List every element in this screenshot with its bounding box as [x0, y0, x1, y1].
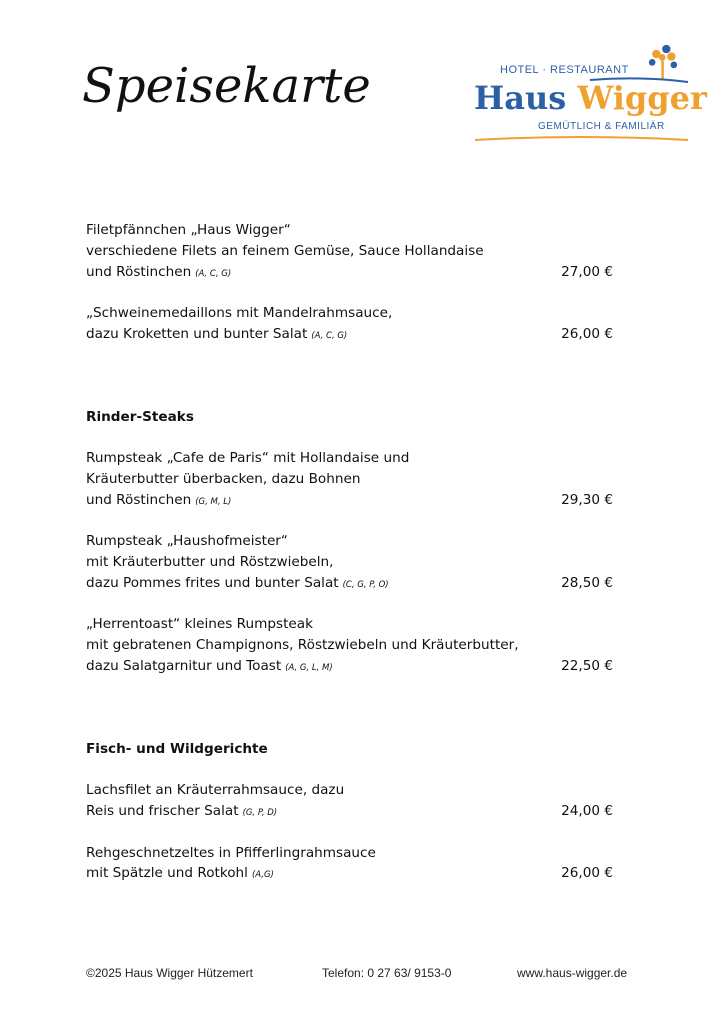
menu-item — [86, 531, 613, 593]
menu-item-line — [86, 448, 613, 469]
menu-item-line — [86, 843, 613, 864]
spacer — [86, 511, 613, 532]
section-heading: Rinder-Steaks — [86, 408, 194, 425]
allergen-codes: (A, C, G) — [195, 268, 232, 279]
menu-item-line — [86, 531, 613, 552]
dish-text: Filetpfännchen „Haus Wigger“ — [86, 222, 291, 238]
menu-item-line — [86, 220, 613, 241]
spacer — [86, 594, 613, 615]
allergen-codes: (A, C, G) — [311, 330, 348, 341]
spacer — [86, 718, 613, 739]
allergen-codes: (A,G) — [251, 870, 274, 881]
footer-website[interactable]: www.haus-wigger.de — [517, 966, 628, 980]
menu-item — [86, 614, 613, 676]
allergen-codes: (C, G, P, O) — [342, 579, 389, 590]
dish-text: dazu Pommes frites und bunter Salat — [86, 574, 339, 591]
price: 22,50 € — [561, 657, 613, 674]
menu-item-line — [86, 863, 613, 884]
price: 27,00 € — [561, 263, 613, 280]
dish-text: dazu Salatgarnitur und Toast — [86, 657, 282, 674]
dish-text: Lachsfilet an Kräuterrahmsauce, dazu — [86, 782, 345, 799]
spacer — [86, 282, 613, 303]
logo-hotel-restaurant: HOTEL · RESTAURANT — [500, 64, 629, 76]
spacer — [86, 386, 613, 407]
price: 26,00 € — [561, 865, 613, 882]
spacer — [86, 677, 613, 698]
menu-item-line — [86, 635, 613, 656]
dish-text: Kräuterbutter überbacken, dazu Bohnen — [86, 471, 361, 487]
dish-text: dazu Kroketten und bunter Salat — [86, 325, 308, 342]
dish-text: „Herrentoast“ kleines Rumpsteak — [86, 616, 313, 633]
section-heading: Fisch- und Wildgerichte — [86, 740, 268, 757]
menu-item-line — [86, 614, 613, 635]
menu-item-line — [86, 303, 613, 324]
dish-text: mit Spätzle und Rotkohl — [86, 865, 248, 882]
spacer — [86, 428, 613, 449]
menu-item — [86, 448, 613, 510]
price: 26,00 € — [561, 325, 613, 342]
price: 24,00 € — [561, 803, 613, 819]
menu-item — [86, 780, 613, 822]
page-title: Speisekarte — [82, 58, 371, 114]
dish-text: Rumpsteak „Cafe de Paris“ mit Hollandaise und — [86, 450, 410, 467]
hotel-logo — [470, 44, 707, 144]
footer-phone: Telefon: 0 27 63/ 9153-0 — [322, 966, 452, 980]
menu-content — [86, 220, 613, 884]
menu-item-line — [86, 490, 613, 511]
dish-text: mit Kräuterbutter und Röstzwiebeln, — [86, 554, 334, 570]
menu-item-line — [86, 552, 613, 573]
menu-item-line — [86, 656, 613, 677]
dish-text: „Schweinemedaillons mit Mandelrahmsauce, — [86, 305, 393, 321]
menu-item-line — [86, 801, 613, 822]
dish-text: mit gebratenen Champignons, Röstzwiebeln und Kräuterbutter, — [86, 637, 519, 653]
menu-item-line — [86, 780, 613, 801]
logo-name: Haus Wigger — [474, 79, 707, 117]
dish-text: Rehgeschnetzeltes in Pfifferlingrahmsauce — [86, 844, 376, 861]
dish-text: und Röstinchen — [86, 263, 192, 280]
menu-item — [86, 220, 613, 282]
allergen-codes: (A, G, L, M) — [285, 662, 333, 673]
menu-item-line — [86, 241, 613, 262]
allergen-codes: (G, M, L) — [195, 496, 232, 507]
menu-item-line — [86, 262, 613, 283]
price: 28,50 € — [561, 574, 613, 591]
allergen-codes: (G, P, D) — [242, 808, 278, 818]
menu-item-line — [86, 469, 613, 490]
spacer — [86, 760, 613, 781]
dish-text: Rumpsteak „Haushofmeister“ — [86, 533, 288, 550]
menu-item-line — [86, 573, 613, 594]
spacer — [86, 365, 613, 386]
spacer — [86, 697, 613, 718]
dish-text: Reis und frischer Salat — [86, 803, 239, 819]
spacer — [86, 345, 613, 366]
dish-text: verschiedene Filets an feinem Gemüse, Sauce Hollandaise — [86, 242, 484, 259]
dish-text: und Röstinchen — [86, 491, 192, 508]
logo-tagline: GEMÜTLICH & FAMILIÄR — [538, 121, 665, 132]
menu-item-line — [86, 324, 613, 345]
footer-copyright: ©2025 Haus Wigger Hützemert — [86, 966, 253, 980]
menu-item — [86, 303, 613, 345]
spacer — [86, 822, 613, 843]
price: 29,30 € — [561, 491, 613, 508]
menu-item — [86, 843, 613, 885]
